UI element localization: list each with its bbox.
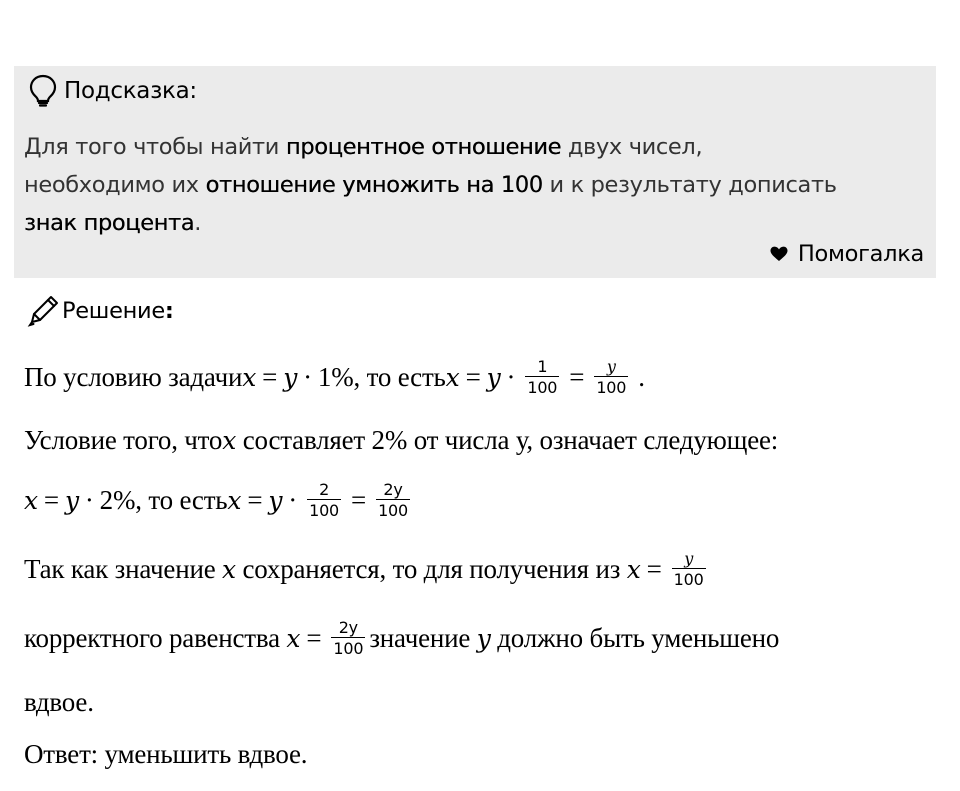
fraction-denominator: 100: [378, 500, 409, 520]
var-y: y: [476, 623, 491, 653]
text: 1%, то есть: [317, 361, 446, 392]
op-dot: ·: [84, 484, 94, 515]
fraction-numerator: y: [606, 356, 616, 376]
text: значение: [369, 622, 477, 653]
hint-text-1c: двух чисел,: [561, 134, 703, 160]
var-x: x: [227, 485, 242, 515]
text: корректного равенства: [24, 622, 287, 653]
fraction: [307, 481, 341, 520]
fraction-numerator: 1: [537, 356, 548, 376]
solution-line-1: [24, 352, 645, 402]
fraction-denominator: 100: [309, 500, 340, 520]
hint-term-percent-sign: знак процента: [24, 210, 195, 236]
hint-header: [28, 74, 197, 108]
text: 2%, то есть: [99, 484, 228, 515]
fraction-denominator: 100: [673, 569, 704, 589]
heart-icon: [770, 246, 788, 262]
fraction-numerator: y: [684, 548, 694, 568]
fraction-numerator: 2y: [383, 479, 403, 499]
var-y: y: [268, 485, 283, 515]
fraction-denominator: 100: [527, 377, 558, 397]
op-equals: =: [465, 361, 481, 392]
var-y: y: [283, 362, 298, 392]
hint-title: Подсказка:: [64, 78, 197, 104]
var-x: x: [626, 554, 641, 584]
solution-title: [62, 298, 174, 324]
period: .: [638, 361, 645, 392]
hint-text-1a: Для того чтобы найти: [24, 134, 286, 160]
text: Условие того, что: [24, 424, 223, 455]
var-y: y: [64, 485, 79, 515]
var-y: y: [486, 362, 501, 392]
brand-name: Помогалка: [797, 241, 924, 267]
op-equals: =: [43, 484, 59, 515]
fraction: [594, 358, 628, 397]
var-x: x: [286, 623, 301, 653]
op-equals: =: [351, 484, 367, 515]
hint-box: [14, 66, 936, 278]
var-x: x: [222, 554, 236, 584]
hint-text-3b: .: [194, 210, 201, 236]
var-x: x: [445, 362, 460, 392]
fraction: [672, 550, 706, 589]
op-dot: ·: [506, 361, 516, 392]
hint-term-percent-ratio: процентное отношение: [285, 134, 562, 160]
var-x: x: [242, 362, 257, 392]
hint-term-multiply: отношение умножить на 100: [205, 172, 543, 198]
fraction: [376, 481, 410, 520]
lightbulb-icon: [28, 74, 58, 108]
solution-title-colon: :: [164, 298, 174, 324]
hint-text-2c: и к результату дописать: [542, 172, 837, 198]
solution-line-6: [24, 682, 94, 722]
solution-header: [26, 293, 174, 329]
text: По условию задачи: [24, 361, 243, 392]
text: сохраняется, то для получения из: [235, 553, 627, 584]
text: вдвое.: [24, 686, 94, 717]
op-dot: ·: [303, 361, 312, 392]
brand-label: [770, 241, 924, 267]
op-equals: =: [247, 484, 263, 515]
answer-line: [24, 734, 307, 774]
fraction-numerator: 2: [319, 479, 330, 499]
fraction: [525, 358, 559, 397]
hint-text: [24, 128, 924, 242]
solution-title-text: Решение: [62, 298, 165, 324]
text: составляет 2% от числа у, означает следующее:: [236, 424, 779, 455]
solution-line-4: [24, 543, 710, 595]
fraction-denominator: 100: [596, 377, 627, 397]
solution-line-5: [24, 612, 779, 664]
text: Так как значение: [24, 553, 223, 584]
op-equals: =: [262, 361, 278, 392]
solution-line-2: [24, 420, 778, 460]
op-equals: =: [306, 622, 322, 653]
answer-text: Ответ: уменьшить вдвое.: [24, 738, 308, 769]
var-x: x: [24, 485, 38, 515]
pencil-icon: [26, 294, 60, 328]
op-dot: ·: [288, 484, 298, 515]
solution-line-3: [24, 474, 414, 526]
fraction: [331, 619, 365, 658]
text: должно быть уменьшено: [490, 622, 780, 653]
hint-text-2a: необходимо их: [24, 172, 206, 198]
fraction-denominator: 100: [333, 638, 364, 658]
var-x: x: [222, 425, 237, 455]
fraction-numerator: 2y: [338, 617, 358, 637]
op-equals: =: [569, 361, 585, 392]
op-equals: =: [646, 553, 662, 584]
